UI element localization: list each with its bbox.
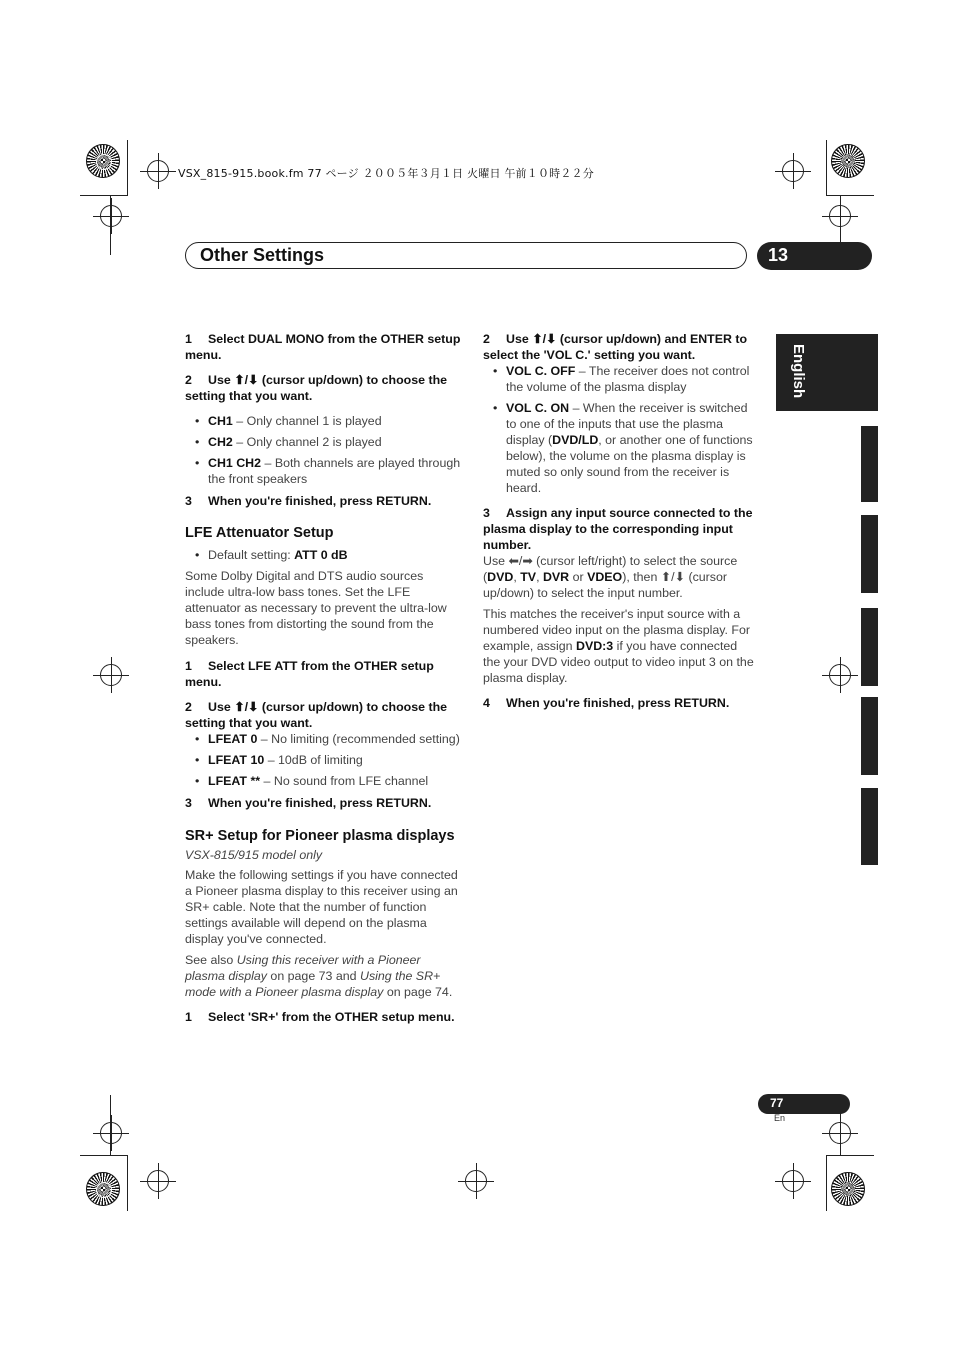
crosshair-icon [100,205,122,227]
crosshair-icon [147,160,169,182]
side-tab-bar [861,426,878,502]
lfe-options [185,731,461,789]
crosshair-icon [100,1122,122,1144]
dual-mono-options [185,413,461,487]
sr-heading: SR+ Setup for Pioneer plasma displays [185,828,455,844]
list-item: • VOL C. ON – When the receiver is switched to one of the inputs that use the plasma display (DVD/LD, or another one of functions below), the volume on the plasma display is muted so only sound from the receiver is heard. [483,400,757,496]
lfe-step-1: 1 Select LFE ATT from the OTHER setup menu. [185,659,434,689]
list-item: • LFEAT ** – No sound from LFE channel [185,773,461,789]
list-item: • LFEAT 0 – No limiting (recommended setting) [185,731,461,747]
up-down-arrow-icon: ⬆/⬇ [234,700,259,714]
left-column [185,331,461,1034]
source-assign-instructions: Use ⬅/➡ (cursor left/right) to select the source (DVD, TV, DVR or VDEO), then ⬆/⬇ (cursor up/down) to select the input number. [483,554,738,600]
sr-model-note: VSX-815/915 model only [185,848,323,862]
lfe-default [185,547,461,563]
list-item: • CH2 – Only channel 2 is played [185,434,461,450]
crosshair-icon [147,1170,169,1192]
match-description: This matches the receiver's input source with a numbered video input on the plasma display. For example, assign DVD:3 if you have connected the your DVD video output to video input 3 on the plasma display. [483,607,754,685]
list-item: • Default setting: ATT 0 dB [185,547,461,563]
crosshair-icon [465,1170,487,1192]
step-1: 1 Select DUAL MONO from the OTHER setup menu. [185,332,461,362]
list-item: • VOL C. OFF – The receiver does not control the volume of the plasma display [483,363,757,395]
lfe-step-3: 3 When you're finished, press RETURN. [185,796,432,810]
crosshair-icon [782,160,804,182]
crop-mark [80,1155,128,1156]
chapter-number: 13 [768,245,789,265]
registration-wheel-icon [831,1172,865,1206]
up-down-arrow-icon: ⬆/⬇ [234,373,259,387]
sr-step-4: 4 When you're finished, press RETURN. [483,696,730,710]
registration-wheel-icon [86,1172,120,1206]
crop-mark [826,1155,874,1156]
sr-description: Make the following settings if you have connected a Pioneer plasma display to this receiver using an SR+ cable. Note that the number of function settings available will depend on the plasma display you've connected. [185,868,458,946]
sr-step-1: 1 Select 'SR+' from the OTHER setup menu. [185,1010,455,1024]
language-tab-label: English [790,344,807,399]
lfe-step-2: 2 Use ⬆/⬇ (cursor up/down) to choose the setting that you want. [185,700,448,730]
crosshair-icon [100,664,122,686]
crosshair-icon [829,205,851,227]
lfe-heading: LFE Attenuator Setup [185,525,334,541]
left-right-arrow-icon: ⬅/➡ [508,554,533,568]
crop-mark [80,195,128,196]
side-tab-bar [861,515,878,593]
sr-step-3: 3 Assign any input source connected to the plasma display to the corresponding input number. [483,506,753,552]
list-item: • CH1 – Only channel 1 is played [185,413,461,429]
page-number: 77 [770,1096,784,1110]
registration-wheel-icon [86,144,120,178]
side-tab-bar [861,608,878,686]
page-language: En [774,1113,786,1123]
crop-mark [127,1155,128,1211]
crop-mark [826,140,827,196]
list-item: • CH1 CH2 – Both channels are played through the front speakers [185,455,461,487]
up-down-arrow-icon: ⬆/⬇ [660,570,686,584]
see-also: See also Using this receiver with a Pioneer plasma display on page 73 and Using the SR+ mode with a Pioneer plasma display on page 74. [185,953,453,999]
right-column [483,331,757,720]
step-3: 3 When you're finished, press RETURN. [185,494,432,508]
registration-wheel-icon [831,144,865,178]
crosshair-icon [829,664,851,686]
up-down-arrow-icon: ⬆/⬇ [532,332,557,346]
section-title: Other Settings [200,245,325,265]
list-item: • LFEAT 10 – 10dB of limiting [185,752,461,768]
sr-step-2: 2 Use ⬆/⬇ (cursor up/down) and ENTER to select the 'VOL C.' setting you want. [483,332,748,362]
lfe-description: Some Dolby Digital and DTS audio sources include ultra-low bass tones. Set the LFE attenuator as necessary to prevent the ultra-low bass tones from distorting the sound from the speakers. [185,569,447,647]
vol-c-options [483,363,757,496]
file-header: VSX_815-915.book.fm 77 ページ ２００５年３月１日 火曜日 午前１０時２２分 [178,167,594,180]
step-2: 2 Use ⬆/⬇ (cursor up/down) to choose the setting that you want. [185,373,448,403]
crop-mark [127,140,128,196]
crosshair-icon [829,1122,851,1144]
crop-mark [826,1155,827,1211]
side-tab-bar [861,697,878,775]
crosshair-icon [782,1170,804,1192]
crop-mark [826,195,874,196]
side-tab-bar [861,788,878,865]
